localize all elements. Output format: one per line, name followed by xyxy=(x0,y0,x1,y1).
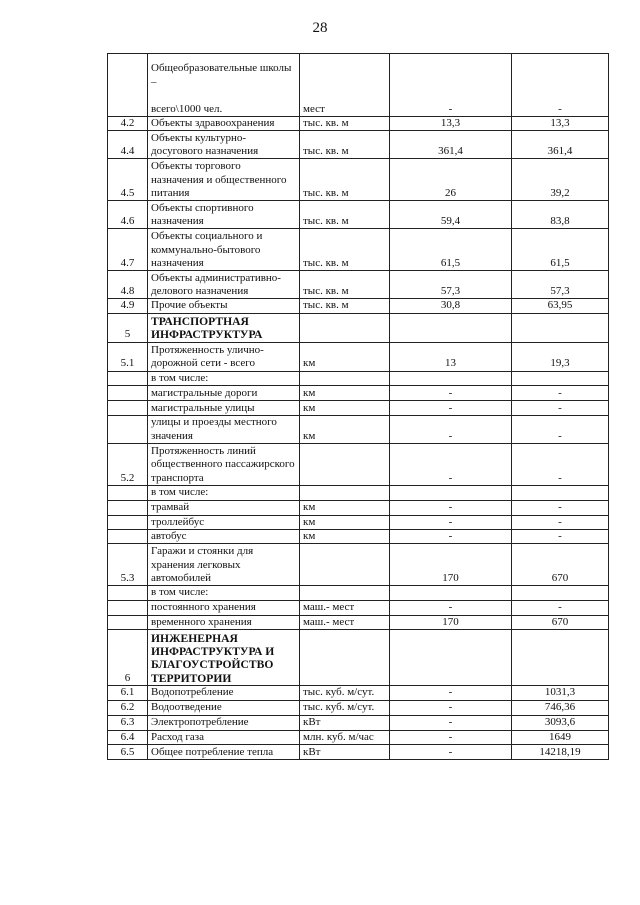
row-unit-cell xyxy=(300,444,390,486)
table-row xyxy=(108,715,609,730)
row-unit-cell: тыс. кв. м xyxy=(300,271,390,299)
table-row xyxy=(108,600,609,615)
row-name-cell: в том числе: xyxy=(148,586,300,600)
row-value-existing-cell: - xyxy=(390,700,512,715)
row-number-cell: 4.2 xyxy=(108,117,148,131)
row-value-planned-cell: - xyxy=(512,515,609,529)
row-unit-cell: тыс. куб. м/сут. xyxy=(300,700,390,715)
table-row xyxy=(108,299,609,313)
row-name-cell: Протяженность линий общественного пассажирского транспорта xyxy=(148,444,300,486)
table-row xyxy=(108,515,609,529)
row-value-existing-cell: - xyxy=(390,715,512,730)
row-name-cell: ИНЖЕНЕРНАЯ ИНФРАСТРУКТУРА И БЛАГОУСТРОЙСТВО ТЕРРИТОРИИ xyxy=(148,630,300,686)
row-value-planned-cell: 19,3 xyxy=(512,342,609,371)
row-value-existing-cell: 59,4 xyxy=(390,201,512,229)
row-unit-cell: км xyxy=(300,401,390,416)
row-name-cell: в том числе: xyxy=(148,371,300,385)
row-value-planned-cell xyxy=(512,486,609,500)
row-value-existing-cell: - xyxy=(390,730,512,744)
table-row xyxy=(108,342,609,371)
row-value-planned-cell: 1649 xyxy=(512,730,609,744)
table-row xyxy=(108,229,609,271)
row-number-cell xyxy=(108,615,148,629)
row-number-cell: 6.4 xyxy=(108,730,148,744)
table-row xyxy=(108,530,609,544)
table-row xyxy=(108,700,609,715)
row-name-cell: Объекты торгового назначения и общественного питания xyxy=(148,159,300,201)
row-value-existing-cell: - xyxy=(390,54,512,117)
row-unit-cell xyxy=(300,371,390,385)
row-number-cell: 5.3 xyxy=(108,544,148,586)
row-value-existing-cell: 170 xyxy=(390,615,512,629)
row-name-cell: Общее потребление тепла xyxy=(148,745,300,760)
row-value-existing-cell: 13,3 xyxy=(390,117,512,131)
row-value-planned-cell: 1031,3 xyxy=(512,686,609,700)
row-value-existing-cell: - xyxy=(390,530,512,544)
row-unit-cell: км xyxy=(300,500,390,515)
row-name-cell: Водопотребление xyxy=(148,686,300,700)
table-row xyxy=(108,371,609,385)
table-row xyxy=(108,544,609,586)
row-name-cell: Объекты культурно-досугового назначения xyxy=(148,131,300,159)
row-value-existing-cell: 26 xyxy=(390,159,512,201)
row-unit-cell: маш.- мест xyxy=(300,600,390,615)
table-row xyxy=(108,745,609,760)
row-value-planned-cell xyxy=(512,313,609,342)
row-value-existing-cell: - xyxy=(390,600,512,615)
row-unit-cell: тыс. куб. м/сут. xyxy=(300,686,390,700)
row-value-planned-cell xyxy=(512,586,609,600)
row-number-cell: 6.2 xyxy=(108,700,148,715)
row-number-cell xyxy=(108,401,148,416)
row-number-cell: 5 xyxy=(108,313,148,342)
row-value-planned-cell xyxy=(512,630,609,686)
row-number-cell: 4.9 xyxy=(108,299,148,313)
row-unit-cell: км xyxy=(300,386,390,401)
row-name-cell: Протяженность улично-дорожной сети - всего xyxy=(148,342,300,371)
row-value-existing-cell xyxy=(390,586,512,600)
row-value-existing-cell: - xyxy=(390,745,512,760)
row-name-cell: Объекты здравоохранения xyxy=(148,117,300,131)
row-name-cell: трамвай xyxy=(148,500,300,515)
row-name-cell: Прочие объекты xyxy=(148,299,300,313)
row-number-cell: 6.5 xyxy=(108,745,148,760)
row-value-existing-cell: - xyxy=(390,401,512,416)
row-value-planned-cell: - xyxy=(512,600,609,615)
table-row xyxy=(108,615,609,629)
row-name-cell: Расход газа xyxy=(148,730,300,744)
row-unit-cell xyxy=(300,630,390,686)
row-unit-cell: кВт xyxy=(300,745,390,760)
row-unit-cell: маш.- мест xyxy=(300,615,390,629)
row-value-planned-cell: - xyxy=(512,416,609,444)
row-value-planned-cell: 670 xyxy=(512,544,609,586)
row-unit-cell: тыс. кв. м xyxy=(300,117,390,131)
row-number-cell xyxy=(108,386,148,401)
row-number-cell xyxy=(108,600,148,615)
row-name-cell: в том числе: xyxy=(148,486,300,500)
row-unit-cell: км xyxy=(300,342,390,371)
row-value-planned-cell: - xyxy=(512,444,609,486)
row-value-planned-cell: 746,36 xyxy=(512,700,609,715)
row-number-cell: 4.7 xyxy=(108,229,148,271)
row-unit-cell: км xyxy=(300,515,390,529)
row-name-cell: Общеобразовательные школы – всего\1000 чел. xyxy=(148,54,300,117)
row-name-cell: Объекты административно-делового назначения xyxy=(148,271,300,299)
table-row xyxy=(108,500,609,515)
row-value-existing-cell: - xyxy=(390,515,512,529)
row-name-cell: магистральные дороги xyxy=(148,386,300,401)
row-value-planned-cell: 14218,19 xyxy=(512,745,609,760)
row-value-planned-cell: - xyxy=(512,54,609,117)
row-name-cell: Водоотведение xyxy=(148,700,300,715)
row-unit-cell: мест xyxy=(300,54,390,117)
row-number-cell: 6 xyxy=(108,630,148,686)
row-name-cell: троллейбус xyxy=(148,515,300,529)
row-value-existing-cell: - xyxy=(390,500,512,515)
row-value-planned-cell: - xyxy=(512,386,609,401)
row-value-existing-cell: - xyxy=(390,444,512,486)
row-value-existing-cell: - xyxy=(390,386,512,401)
row-value-planned-cell: 361,4 xyxy=(512,131,609,159)
row-number-cell xyxy=(108,586,148,600)
row-number-cell: 5.1 xyxy=(108,342,148,371)
row-number-cell xyxy=(108,54,148,117)
row-name-cell: Объекты спортивного назначения xyxy=(148,201,300,229)
table-row xyxy=(108,159,609,201)
table-row xyxy=(108,131,609,159)
row-number-cell: 6.1 xyxy=(108,686,148,700)
row-number-cell xyxy=(108,530,148,544)
row-value-existing-cell xyxy=(390,630,512,686)
row-name-cell: временного хранения xyxy=(148,615,300,629)
row-value-existing-cell xyxy=(390,371,512,385)
row-number-cell xyxy=(108,416,148,444)
row-name-cell: Объекты социального и коммунально-бытового назначения xyxy=(148,229,300,271)
table-row xyxy=(108,586,609,600)
row-value-planned-cell: 61,5 xyxy=(512,229,609,271)
row-value-planned-cell: 13,3 xyxy=(512,117,609,131)
row-value-planned-cell: 57,3 xyxy=(512,271,609,299)
row-value-existing-cell: 61,5 xyxy=(390,229,512,271)
table-row xyxy=(108,730,609,744)
table-row xyxy=(108,444,609,486)
row-unit-cell: млн. куб. м/час xyxy=(300,730,390,744)
row-value-planned-cell: 39,2 xyxy=(512,159,609,201)
row-unit-cell: тыс. кв. м xyxy=(300,299,390,313)
row-name-cell: автобус xyxy=(148,530,300,544)
row-unit-cell: тыс. кв. м xyxy=(300,229,390,271)
row-unit-cell xyxy=(300,486,390,500)
row-value-existing-cell: - xyxy=(390,416,512,444)
row-unit-cell: км xyxy=(300,530,390,544)
row-value-planned-cell: 3093,6 xyxy=(512,715,609,730)
table-row xyxy=(108,486,609,500)
row-number-cell: 4.8 xyxy=(108,271,148,299)
table-row xyxy=(108,386,609,401)
row-unit-cell: тыс. кв. м xyxy=(300,131,390,159)
row-number-cell: 4.5 xyxy=(108,159,148,201)
row-value-planned-cell: - xyxy=(512,500,609,515)
indicators-table xyxy=(107,53,609,760)
row-value-existing-cell: 361,4 xyxy=(390,131,512,159)
row-value-existing-cell: 30,8 xyxy=(390,299,512,313)
row-name-cell: ТРАНСПОРТНАЯ ИНФРАСТРУКТУРА xyxy=(148,313,300,342)
row-value-existing-cell xyxy=(390,313,512,342)
row-value-existing-cell: 57,3 xyxy=(390,271,512,299)
row-unit-cell: кВт xyxy=(300,715,390,730)
row-name-cell: Гаражи и стоянки для хранения легковых автомобилей xyxy=(148,544,300,586)
table-row xyxy=(108,686,609,700)
row-unit-cell xyxy=(300,313,390,342)
row-name-cell: магистральные улицы xyxy=(148,401,300,416)
row-value-planned-cell xyxy=(512,371,609,385)
row-value-existing-cell: 170 xyxy=(390,544,512,586)
row-name-cell: улицы и проезды местного значения xyxy=(148,416,300,444)
row-value-existing-cell: 13 xyxy=(390,342,512,371)
table-row xyxy=(108,271,609,299)
table-row xyxy=(108,117,609,131)
page-number: 28 xyxy=(312,20,328,36)
row-value-planned-cell: 670 xyxy=(512,615,609,629)
row-number-cell xyxy=(108,371,148,385)
row-value-planned-cell: 83,8 xyxy=(512,201,609,229)
row-number-cell: 4.4 xyxy=(108,131,148,159)
row-value-existing-cell: - xyxy=(390,686,512,700)
row-value-planned-cell: 63,95 xyxy=(512,299,609,313)
row-number-cell xyxy=(108,515,148,529)
row-number-cell xyxy=(108,500,148,515)
row-number-cell xyxy=(108,486,148,500)
table-row xyxy=(108,416,609,444)
row-value-planned-cell: - xyxy=(512,401,609,416)
row-value-existing-cell xyxy=(390,486,512,500)
row-number-cell: 4.6 xyxy=(108,201,148,229)
row-name-cell: постоянного хранения xyxy=(148,600,300,615)
table-row xyxy=(108,630,609,686)
row-value-planned-cell: - xyxy=(512,530,609,544)
row-unit-cell xyxy=(300,544,390,586)
row-unit-cell: тыс. кв. м xyxy=(300,201,390,229)
row-number-cell: 5.2 xyxy=(108,444,148,486)
table-row xyxy=(108,54,609,117)
table-row xyxy=(108,313,609,342)
table-row xyxy=(108,401,609,416)
row-unit-cell xyxy=(300,586,390,600)
row-unit-cell: км xyxy=(300,416,390,444)
row-unit-cell: тыс. кв. м xyxy=(300,159,390,201)
row-number-cell: 6.3 xyxy=(108,715,148,730)
row-name-cell: Электропотребление xyxy=(148,715,300,730)
table-row xyxy=(108,201,609,229)
